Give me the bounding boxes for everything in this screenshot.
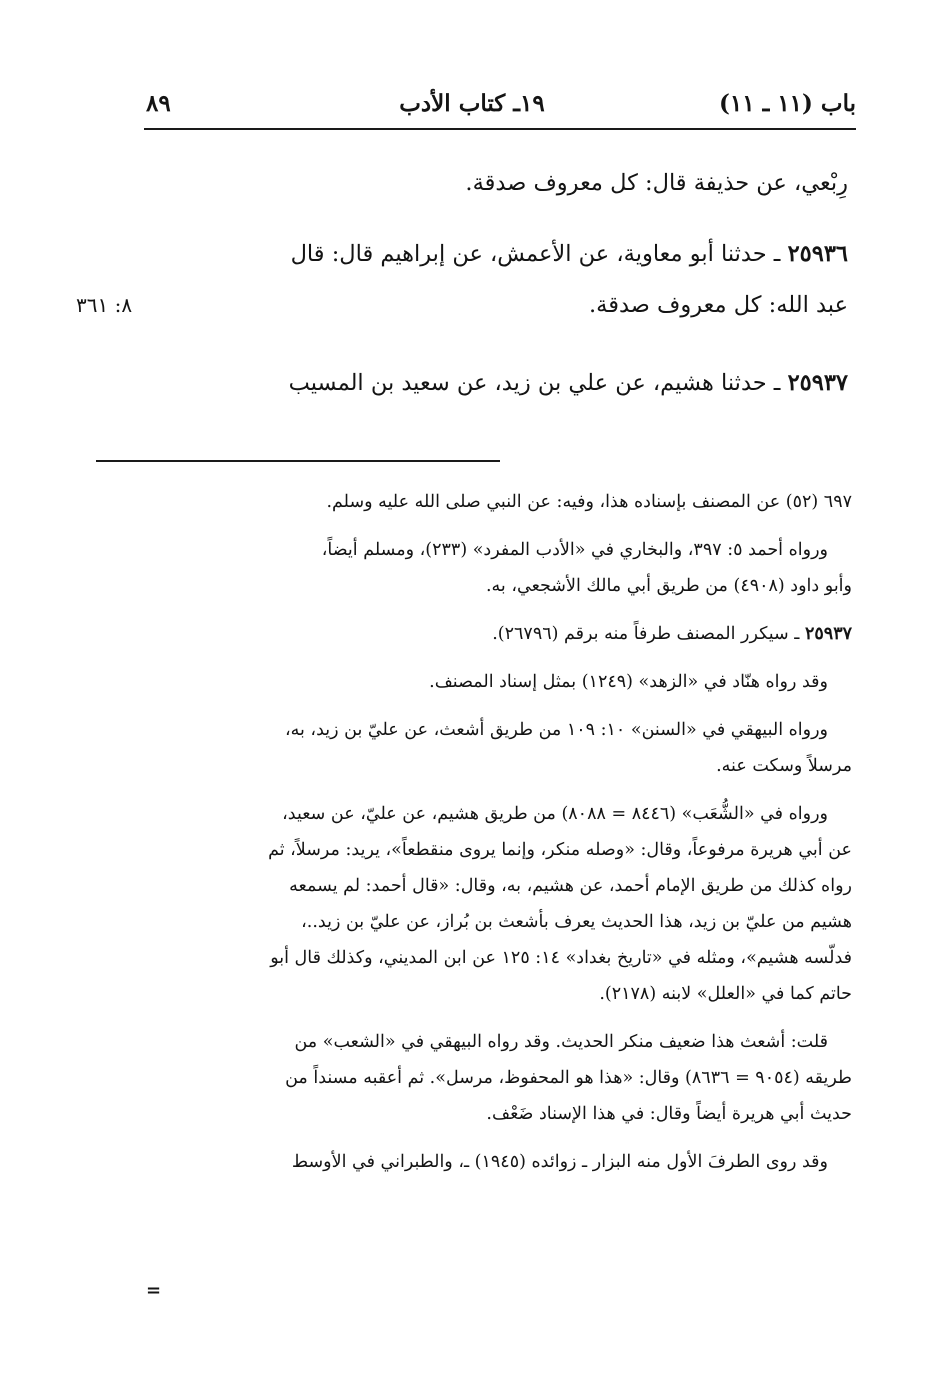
paragraph-gap <box>142 784 852 796</box>
footnote-line: وقد روى الطرفَ الأول منه البزار ـ زوائده (١٩٤٥) ـ، والطبراني في الأوسط <box>291 1152 828 1172</box>
paragraph-gap <box>142 520 852 532</box>
footnote-number: ٢٥٩٣٧ <box>805 624 852 644</box>
footnote-block <box>142 484 852 1180</box>
hadith-25937-line-1 <box>148 360 848 406</box>
hadith-25936-line-1 <box>148 231 848 277</box>
margin-volume-reference: ٨: ٣٦١ <box>76 293 133 317</box>
footnote-line: ورواه البيهقي في «السنن» ١٠: ١٠٩ من طريق أشعث، عن عليّ بن زيد، به، <box>284 720 828 740</box>
footnote-line: حديث أبي هريرة أيضاً وقال: في هذا الإسناد ضَعْف. <box>486 1104 852 1124</box>
footnote-line: وأبو داود (٤٩٠٨) من طريق أبي مالك الأشجعي، به. <box>485 576 852 596</box>
hadith-25936-line-2: عبد الله: كل معروف صدقة. <box>589 292 848 318</box>
footnote-paragraph-1: ٦٩٧ (٥٢) عن المصنف بإسناده هذا، وفيه: عن النبي صلى الله عليه وسلم. <box>326 492 852 512</box>
continuation-mark: = <box>146 1280 162 1301</box>
footnote-line: ورواه أحمد ٥: ٣٩٧، والبخاري في «الأدب المفرد» (٢٣٣)، ومسلم أيضاً، <box>321 540 828 560</box>
footnote-line: ورواه في «الشُّعَب» (٨٤٤٦ = ٨٠٨٨) من طريق هشيم، عن عليّ، عن سعيد، <box>282 804 828 824</box>
header-rule <box>144 128 856 130</box>
paragraph-gap <box>142 700 852 712</box>
footnote-line: قلت: أشعث هذا ضعيف منكر الحديث. وقد رواه البيهقي في «الشعب» من <box>294 1032 828 1052</box>
footnote-25937 <box>142 616 852 652</box>
chapter-reference: باب (١١ ـ ١١) <box>718 90 856 117</box>
footnote-line: عن أبي هريرة مرفوعاً، وقال: «وصله منكر، وإنما يروى منقطعاً»، يريد: مرسلاً، ثم <box>268 840 852 860</box>
paragraph-gap <box>142 652 852 664</box>
footnote-line: رواه كذلك من طريق الإمام أحمد، عن هشيم، به، وقال: «قال أحمد: لم يسمعه <box>289 876 852 896</box>
hadith-number: ٢٥٩٣٧ <box>787 370 848 396</box>
footnote-text: ـ سيكرر المصنف طرفاً منه برقم (٢٦٧٩٦). <box>492 624 800 644</box>
footnote-line: حاتم كما في «العلل» لابنه (٢١٧٨). <box>599 984 852 1004</box>
paragraph-gap <box>142 604 852 616</box>
footnote-line: طريقه (٩٠٥٤ = ٨٦٣٦) وقال: «هذا هو المحفوظ، مرسل». ثم أعقبه مسنداً من <box>285 1068 852 1088</box>
paragraph-gap <box>142 1132 852 1144</box>
footnote-line: مرسلاً وسكت عنه. <box>716 756 852 776</box>
main-line-1: رِبْعي، عن حذيفة قال: كل معروف صدقة. <box>465 170 848 196</box>
footnote-separator <box>96 460 500 462</box>
hadith-number: ٢٥٩٣٦ <box>787 241 848 267</box>
hadith-text: ـ حدثنا هشيم، عن علي بن زيد، عن سعيد بن المسيب <box>288 370 781 396</box>
hadith-text: ـ حدثنا أبو معاوية، عن الأعمش، عن إبراهيم قال: قال <box>290 241 781 267</box>
page-number: ٨٩ <box>146 90 171 117</box>
paragraph-gap <box>142 1012 852 1024</box>
book-title: ١٩ـ كتاب الأدب <box>399 90 545 117</box>
footnote-line: هشيم من عليّ بن زيد، هذا الحديث يعرف بأشعث بن بُراز، عن عليّ بن زيد..، <box>301 912 852 932</box>
footnote-line: فدلّسه هشيم»، ومثله في «تاريخ بغداد» ١٤: ١٢٥ عن ابن المديني، وكذلك قال أبو <box>270 948 852 968</box>
footnote-line: وقد رواه هنّاد في «الزهد» (١٢٤٩) بمثل إسناد المصنف. <box>429 672 828 692</box>
